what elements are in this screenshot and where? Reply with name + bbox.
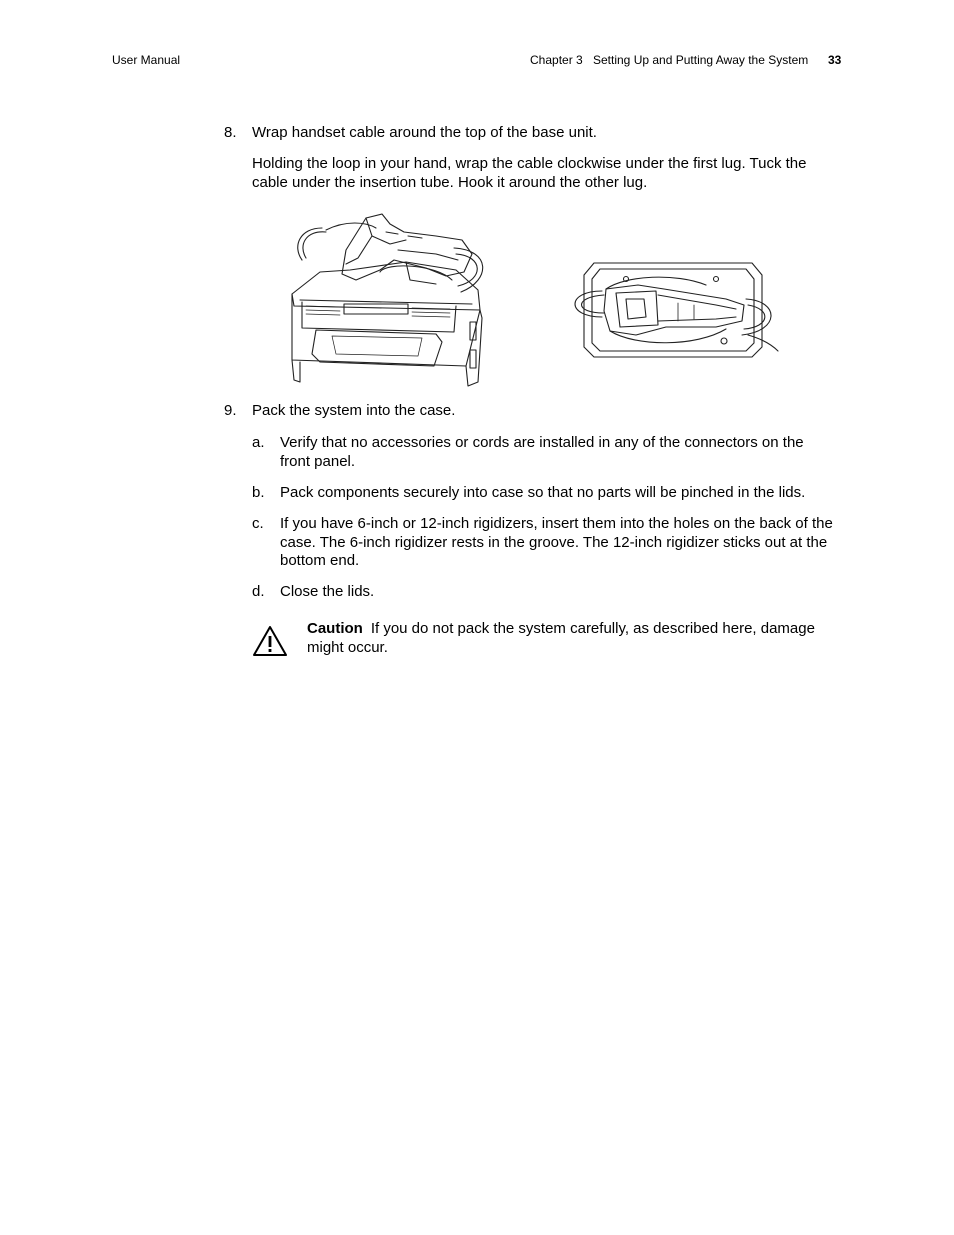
substep-label: d.: [252, 583, 265, 600]
substep-text: If you have 6-inch or 12-inch rigidizers, insert them into the holes on the back of the case. The 6-inch rigidizer rests in the groove. The 12-inch rigidizer sticks out at the bottom end.: [280, 515, 833, 569]
substep-text: Verify that no accessories or cords are installed in any of the connectors on the front panel.: [280, 434, 804, 470]
step-title: Wrap handset cable around the top of the base unit.: [252, 124, 597, 141]
header-manual-title: User Manual: [112, 53, 181, 67]
substep-label: b.: [252, 484, 265, 501]
caution-message: If you do not pack the system carefully, as described here, damage might occur.: [307, 620, 815, 656]
caution-text: [307, 620, 837, 657]
caution-note: [252, 620, 836, 670]
header-page-number: 33: [828, 53, 842, 67]
page-header: [0, 53, 954, 69]
step-number: 8.: [224, 124, 237, 141]
substep-label: a.: [252, 434, 265, 451]
substep-label: c.: [252, 515, 264, 532]
step-title: Pack the system into the case.: [252, 402, 456, 419]
caution-label: Caution: [307, 620, 363, 637]
base-unit-perspective-figure: [286, 210, 496, 394]
step-8-detail: Holding the loop in your hand, wrap the cable clockwise under the first lug. Tuck the cable under the insertion tube. Hook it around the other lug.: [252, 155, 807, 191]
step-number: 9.: [224, 402, 237, 419]
header-chapter: Chapter 3: [530, 53, 583, 67]
warning-triangle-icon: [252, 625, 288, 657]
substep-text: Close the lids.: [280, 583, 375, 600]
substep-text: Pack components securely into case so that no parts will be pinched in the lids.: [280, 484, 806, 501]
base-unit-top-view-figure: [566, 255, 780, 363]
header-section-title: Setting Up and Putting Away the System: [593, 53, 809, 67]
